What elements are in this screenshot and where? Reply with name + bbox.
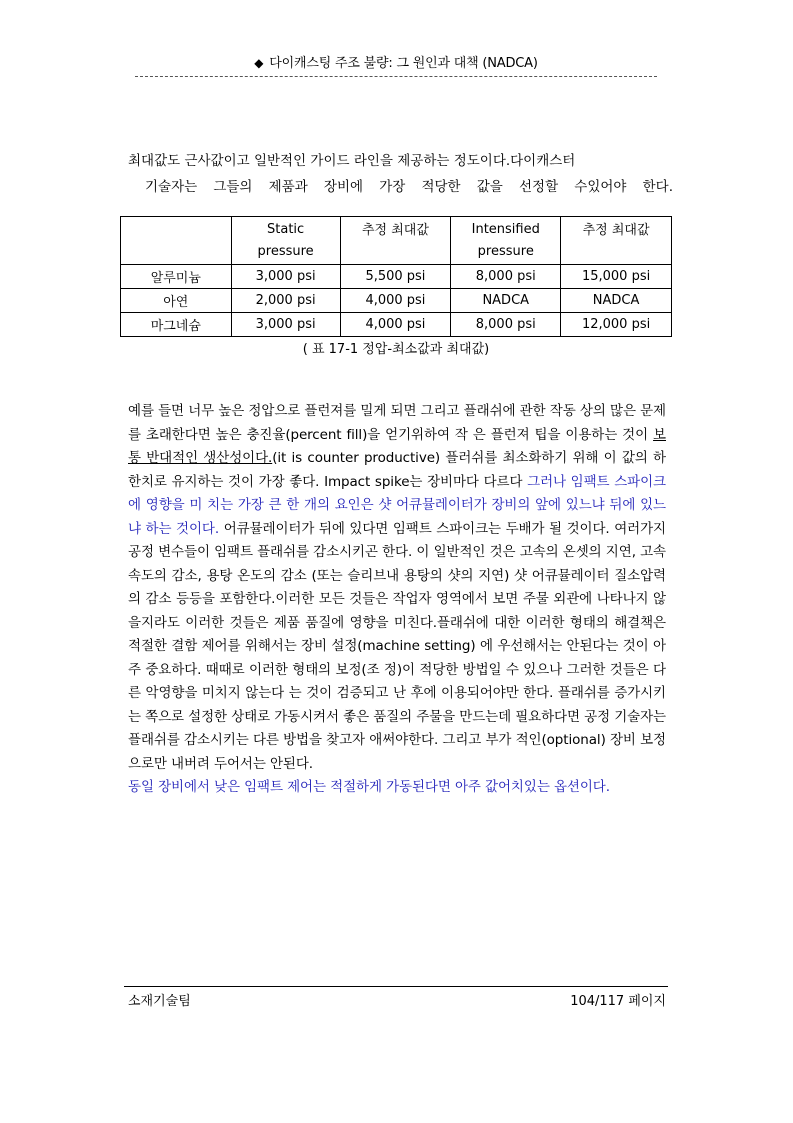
footer-divider: [124, 986, 668, 987]
table-cell: 5,500 psi: [340, 265, 451, 289]
header-title: 다이캐스팅 주조 불량: 그 원인과 대책 (NADCA): [269, 56, 538, 71]
intro-line-2: 기술자는 그들의 제품과 장비에 가장 적당한 값을 선정할 수있어야 한다.: [145, 179, 673, 195]
table-cell: 알루미늄: [121, 265, 232, 289]
table-row: [121, 289, 672, 313]
highlighted-blue-text: 그러나 임팩트 스파이크에 영향을 미 치는 가장 큰 한 개의 요인은 샷 어큐뮬레이터가 장비의 앞에 있느냐 뒤에 있느냐 하는 것이다.: [128, 473, 666, 537]
diamond-bullet-icon: ◆: [254, 56, 264, 70]
table-cell: 4,000 psi: [340, 289, 451, 313]
body-paragraph-1: [128, 400, 666, 776]
pressure-table: [120, 216, 672, 337]
table-cell: 8,000 psi: [451, 313, 561, 337]
body-paragraph-2: 동일 장비에서 낮은 임팩트 제어는 적절하게 가동된다면 아주 값어치있는 옵션이다.: [128, 779, 610, 795]
table-header-cell: Static pressure: [231, 217, 340, 265]
table-header-row: [121, 217, 672, 265]
intro-line-1: 최대값도 근사값이고 일반적인 가이드 라인을 제공하는 정도이다.다이캐스터: [128, 153, 576, 169]
table-row: [121, 313, 672, 337]
body-text: [128, 400, 666, 800]
table-cell: 2,000 psi: [231, 289, 340, 313]
table-header-cell: Intensified pressure: [451, 217, 561, 265]
body-text-run: 어큐뮬레이터가 뒤에 있다면 임팩트 스파이크는 두배가 될 것이다. 여러가지 공정 변수들이 임팩트 플래쉬를 감소시키곤 한다. 이 일반적인 것은 고속의 온셋의 지연, 고속 속도의 감소, 용탕 온도의 감소 (또는 슬리브내 용탕의 샷의 지연) 샷 어큐뮬레이터 질소압력의 감소 등등을 포함한다.이러한 모든 것들은 작업자 영역에서 보면 주물 외관에 나타나지 않을지라도 이러한 것들은 제품 품질에 영향을 미친다.플래쉬에 대한 이러한 형태의 해결책은 적절한 결함 제어를 위해서는 장비 설정(machine setting) 에 우선해서는 안된다는 것이 아주 중요하다. 때때로 이러한 형태의 보정(조 정)이 적당한 방법일 수 있으나 그러한 것들은 다른 악영향을 미치지 않는다 는 것이 검증되고 난 후에 이용되어야만 한다. 플래쉬를 증가시키는 쪽으로 설정한 상태로 가동시켜서 좋은 품질의 주물을 만드는데 필요하다면 공정 기술자는 플래쉬를 감소시키는 다른 방법을 찾고자 애써야한다. 그리고 부가 적인(optional) 장비 보정으로만 내버려 두어서는 안된다.: [128, 520, 666, 772]
table-cell: 3,000 psi: [231, 265, 340, 289]
table-row: [121, 265, 672, 289]
table-cell: 3,000 psi: [231, 313, 340, 337]
table-header-cell: [121, 217, 232, 265]
body-text-run: (it is counter productive) 플러쉬를 최소화하기 위해 이 값의 하한치로 유지하는 것이 가장 좋다. Impact spike는 장비마다 다르다: [128, 450, 666, 490]
table-cell: 8,000 psi: [451, 265, 561, 289]
header-divider: [135, 76, 657, 77]
table-cell: NADCA: [451, 289, 561, 313]
footer-page-number: 104/117 페이지: [570, 994, 666, 1009]
table-cell: 12,000 psi: [561, 313, 672, 337]
table-cell: 4,000 psi: [340, 313, 451, 337]
table-cell: 아연: [121, 289, 232, 313]
intro-paragraph: [128, 148, 673, 200]
underlined-phrase: 보통 반대적인 생산성이다.: [128, 426, 666, 466]
page-header: [135, 52, 657, 71]
table-caption: ( 표 17-1 정압-최소값과 최대값): [302, 342, 490, 357]
table-header-cell: 추정 최대값: [561, 217, 672, 265]
table-header-cell: 추정 최대값: [340, 217, 451, 265]
table-cell: 15,000 psi: [561, 265, 672, 289]
footer-department: 소재기술팀: [128, 994, 191, 1009]
body-text-run: 예를 들면 너무 높은 정압으로 플런져를 밀게 되면 그리고 플래쉬에 관한 작동 상의 많은 문제를 초래한다면 높은 충진율(percent fill)을 얻기위하여 작 은 플런져 팁을 이용하는 것이: [128, 403, 666, 443]
table-cell: NADCA: [561, 289, 672, 313]
table-cell: 마그네슘: [121, 313, 232, 337]
